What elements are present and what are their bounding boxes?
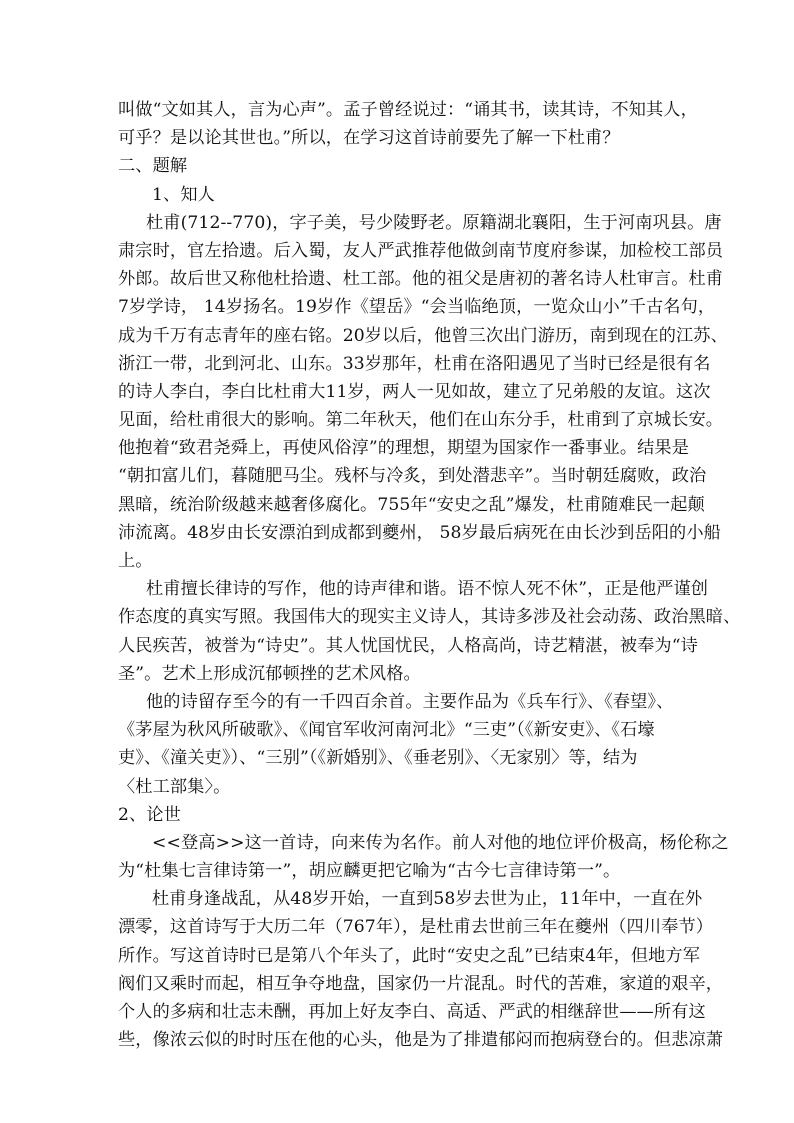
text-line: 上。	[118, 551, 153, 571]
text-line: <<登高>>这一首诗，向来传为名作。前人对他的地位评价极高，杨伦称之	[152, 832, 729, 853]
text-line: 可乎？是以论其世也。”所以，在学习这首诗前要先了解一下杜甫？	[118, 128, 620, 149]
text-line: 些，像浓云似的时时压在他的心头，他是为了排遣郁闷而抱病登台的。但悲凉萧	[118, 1030, 724, 1051]
section-heading: 2、论世	[118, 804, 181, 825]
text-line: 阀们又乘时而起，相互争夺地盘，国家仍一片混乱。时代的苦难，家道的艰辛，	[118, 973, 724, 994]
text-line: 浙江一带，北到河北、山东。33岁那年，杜甫在洛阳遇见了当时已经是很有名	[118, 353, 711, 374]
text-line: 见面，给杜甫很大的影响。第二年秋天，他们在山东分手，杜甫到了京城长安。	[118, 410, 724, 431]
text-line: 7岁学诗， 14岁扬名。19岁作《望岳》“会当临绝顶，一览众山小”千古名句，	[118, 297, 716, 318]
text-line: 杜甫(712--770)，字子美，号少陵野老。原籍湖北襄阳，生于河南巩县。唐	[146, 212, 722, 233]
text-line: 〈杜工部集〉。	[118, 776, 231, 797]
subsection-heading: 1、知人	[152, 184, 215, 205]
text-line: 他抱着“致君尧舜上，再使风俗淳”的理想，期望为国家作一番事业。结果是	[118, 438, 689, 459]
text-line: 沛流离。48岁由长安漂泊到成都到夔州， 58岁最后病死在由长沙到岳阳的小船	[118, 522, 721, 543]
text-line: 外郎。故后世又称他杜拾遗、杜工部。他的祖父是唐初的著名诗人杜审言。杜甫	[118, 269, 724, 290]
section-heading: 二、题解	[118, 156, 188, 177]
text-line: 个人的多病和壮志未酬，再加上好友李白、高适、严武的相继辞世——所有这	[118, 1002, 706, 1022]
document-body	[118, 96, 741, 1054]
text-line: 吏》、《潼关吏》）、“三别”（《新婚别》、《垂老别》、〈无家别〉等，结为	[118, 748, 638, 769]
text-line: 杜甫身逢战乱，从48岁开始，一直到58岁去世为止，11年中，一直在外	[152, 889, 703, 910]
text-line: 叫做“文如其人，言为心声”。孟子曾经说过：“诵其书，读其诗，不知其人，	[118, 100, 698, 120]
text-line: 漂零，这首诗写于大历二年（767年），是杜甫去世前三年在夔州（四川奉节）	[118, 917, 713, 938]
text-line: 的诗人李白，李白比杜甫大11岁，两人一见如故，建立了兄弟般的友谊。这次	[118, 381, 711, 402]
text-line: 作态度的真实写照。我国伟大的现实主义诗人，其诗多涉及社会动荡、政治黑暗、	[118, 607, 741, 628]
text-line: 肃宗时，官左拾遗。后入蜀，友人严武推荐他做剑南节度府参谋，加检校工部员	[118, 240, 724, 261]
text-line: 《茅屋为秋风所破歌》、《闻官军收河南河北》“三吏”（《新安吏》、《石壕	[118, 720, 655, 741]
text-line: 人民疾苦，被誉为“诗史”。其人忧国忧民，人格高尚，诗艺精湛，被奉为“诗	[118, 635, 698, 656]
text-line: 所作。写这首诗时已是第八个年头了，此时“安史之乱”已结束4年，但地方军	[118, 945, 701, 966]
text-line: 黑暗，统治阶级越来越奢侈腐化。755年“安史之乱”爆发，杜甫随难民一起颠	[118, 494, 705, 515]
text-line: 他的诗留存至今的有一千四百余首。主要作品为《兵车行》、《春望》、	[146, 691, 674, 712]
text-line: 杜甫擅长律诗的写作，他的诗声律和谐。语不惊人死不休”，正是他严谨创	[146, 579, 709, 600]
text-line: 为“杜集七言律诗第一”，胡应麟更把它喻为“古今七言律诗第一”。	[118, 861, 621, 882]
text-line: “朝扣富儿们，暮随肥马尘。残杯与冷炙，到处潜悲辛”。当时朝廷腐败，政治	[118, 466, 707, 487]
text-line: 成为千万有志青年的座右铭。20岁以后，他曾三次出门游历，南到现在的江苏、	[118, 325, 728, 346]
text-line: 圣”。艺术上形成沉郁顿挫的艺术风格。	[118, 663, 421, 684]
